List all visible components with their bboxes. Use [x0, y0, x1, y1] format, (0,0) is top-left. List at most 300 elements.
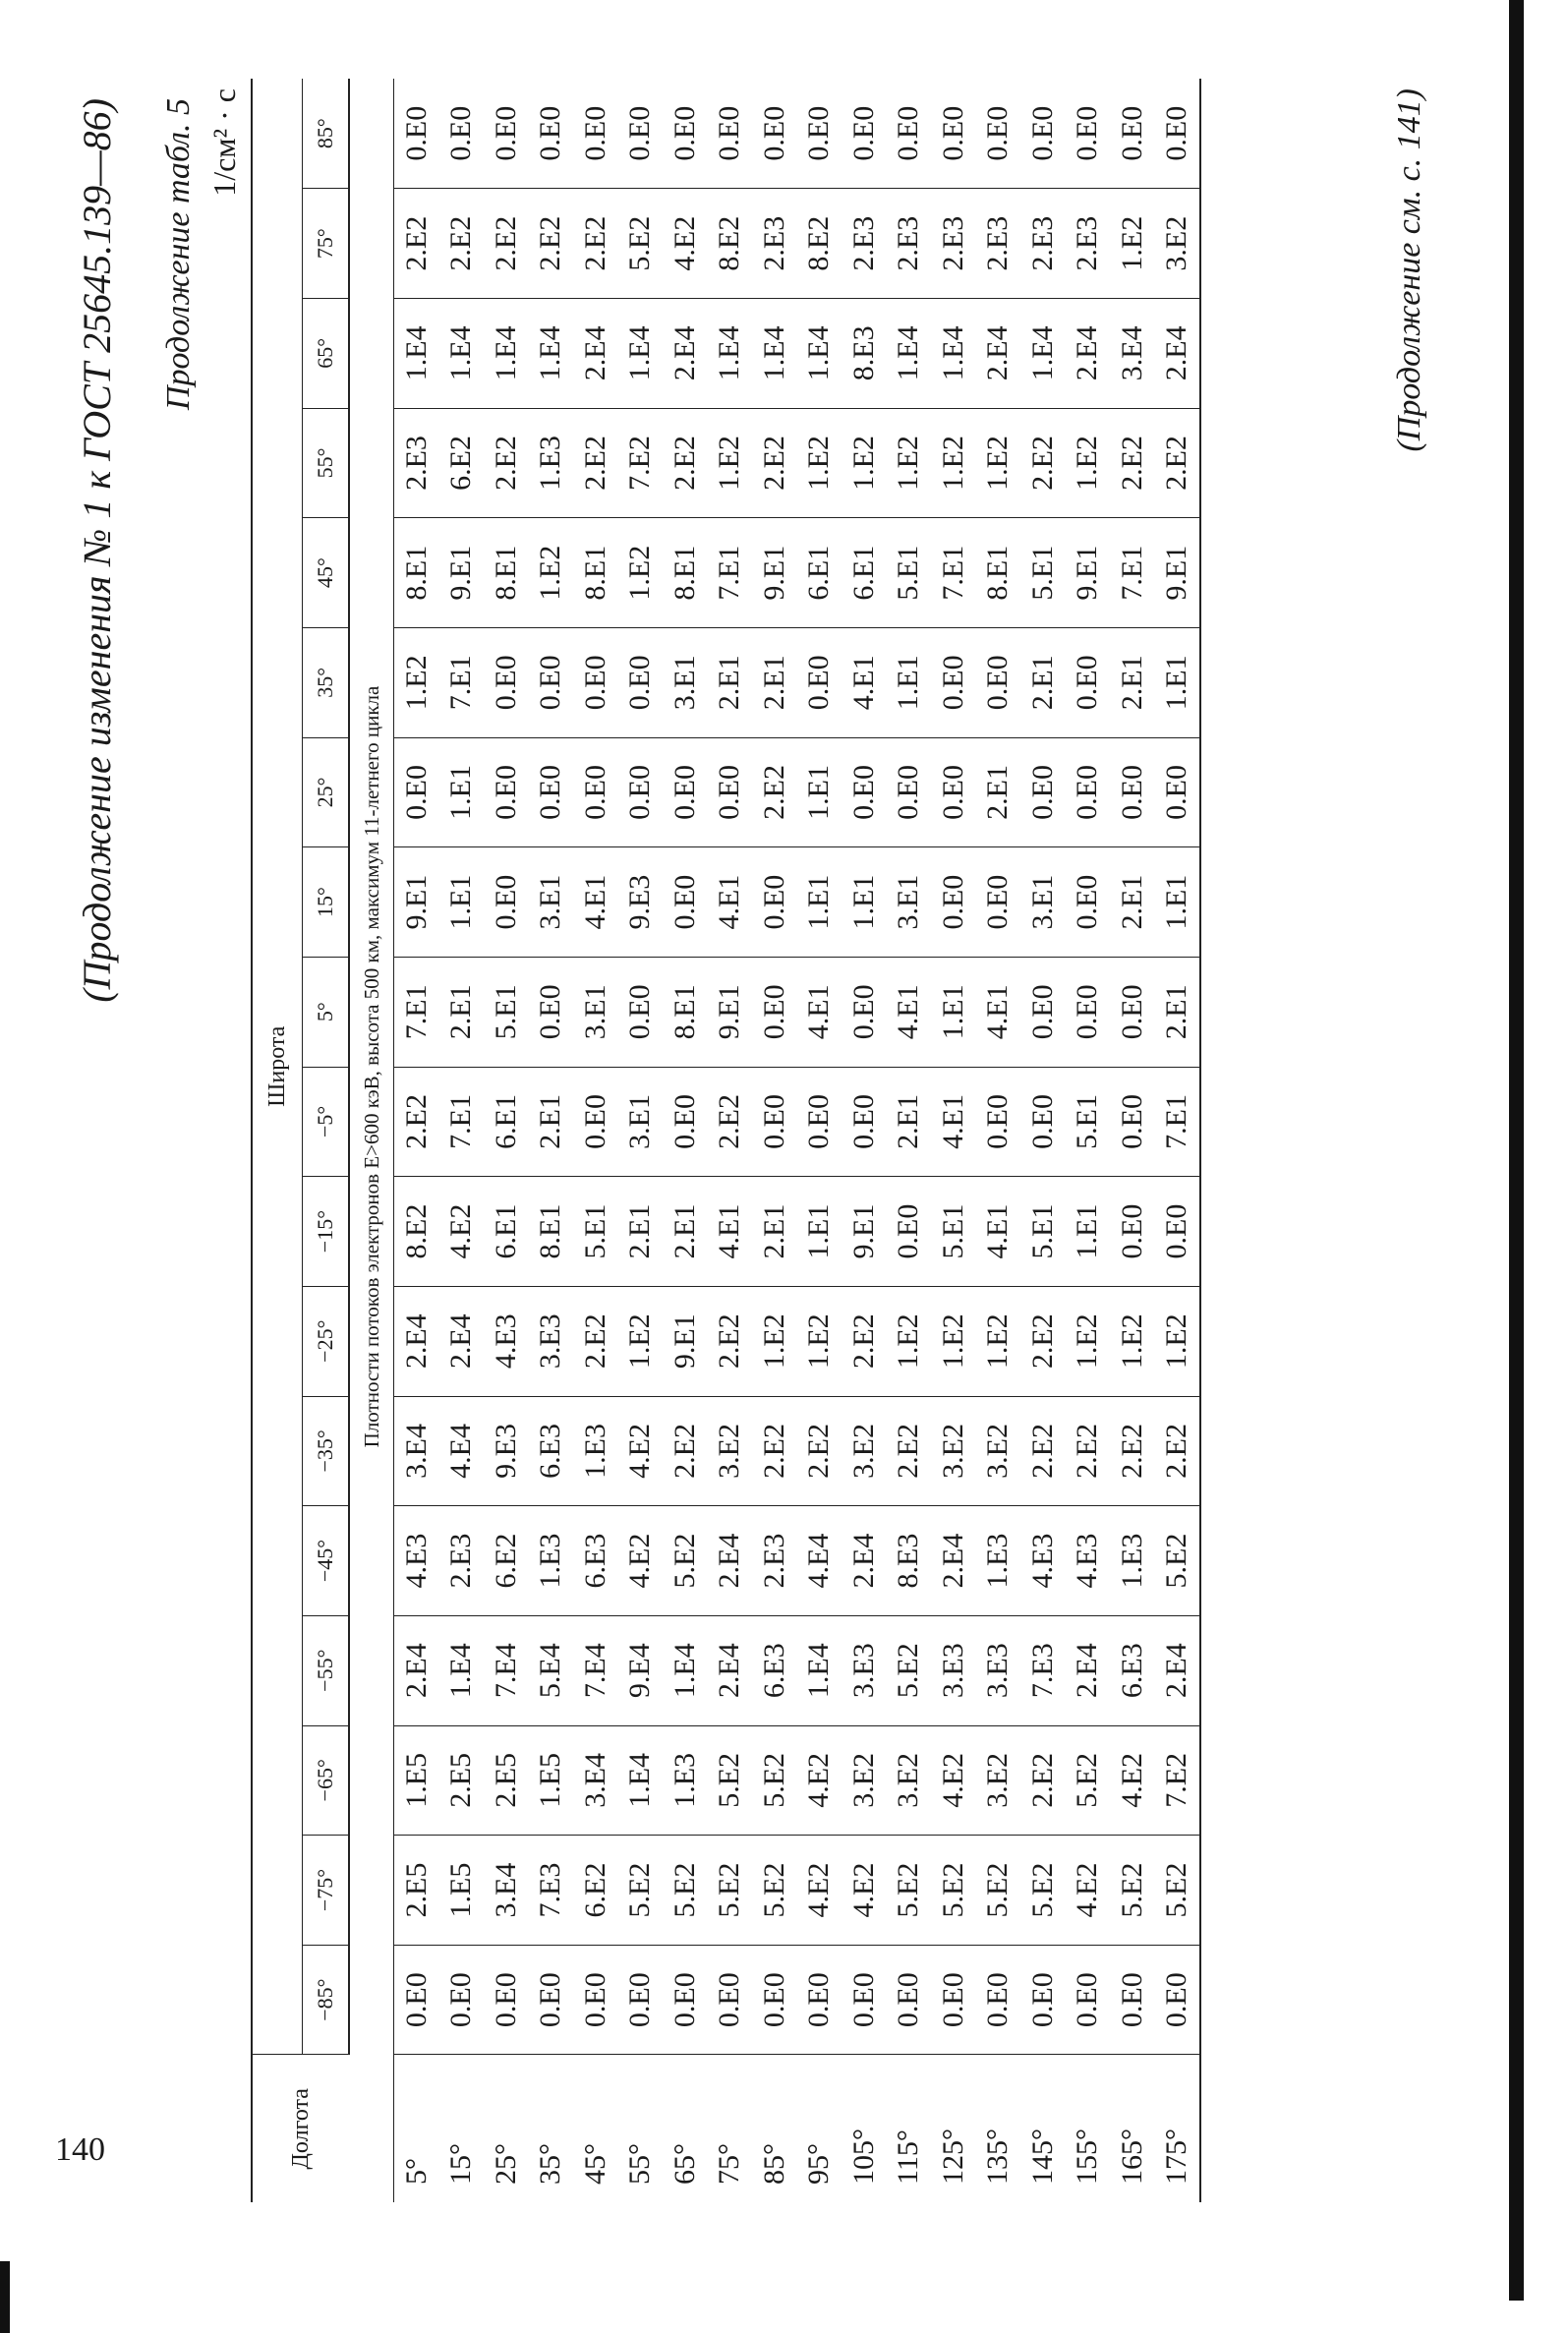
value-cell: 0.E0	[842, 1945, 887, 2055]
value-cell: 1.E2	[752, 1286, 797, 1396]
value-cell: 0.E0	[529, 79, 574, 189]
table-row	[1155, 79, 1201, 2202]
value-cell: 2.E3	[976, 189, 1021, 299]
value-cell: 8.E3	[887, 1506, 932, 1616]
longitude-cell: 45°	[573, 2055, 618, 2202]
value-cell: 6.E3	[1110, 1615, 1155, 1725]
value-cell: 1.E3	[663, 1725, 708, 1836]
longitude-cell: 55°	[618, 2055, 664, 2202]
latitude-header-cell: −65°	[303, 1725, 350, 1836]
value-cell: 4.E2	[797, 1836, 842, 1946]
value-cell: 2.E2	[1020, 408, 1066, 518]
longitude-cell: 5°	[394, 2055, 439, 2202]
value-cell: 7.E1	[394, 957, 439, 1067]
value-cell: 2.E4	[663, 299, 708, 409]
table-row	[887, 79, 932, 2202]
value-cell: 9.E1	[842, 1177, 887, 1287]
latitude-header-cell: 25°	[303, 737, 350, 847]
value-cell: 3.E2	[1155, 189, 1201, 299]
value-cell: 2.E4	[1066, 299, 1111, 409]
value-cell: 1.E2	[976, 1286, 1021, 1396]
value-cell: 1.E1	[1066, 1177, 1111, 1287]
value-cell: 2.E2	[1020, 1286, 1066, 1396]
value-cell: 1.E2	[394, 627, 439, 737]
value-cell: 2.E4	[439, 1286, 485, 1396]
value-cell: 2.E2	[529, 189, 574, 299]
value-cell: 5.E2	[1155, 1836, 1201, 1946]
value-cell: 0.E0	[708, 79, 753, 189]
latitude-header-cell: 55°	[303, 408, 350, 518]
value-cell: 0.E0	[484, 627, 529, 737]
value-cell: 6.E1	[484, 1067, 529, 1177]
value-cell: 6.E1	[797, 518, 842, 628]
value-cell: 1.E2	[1110, 1286, 1155, 1396]
value-cell: 4.E2	[1110, 1725, 1155, 1836]
value-cell: 3.E3	[842, 1615, 887, 1725]
value-cell: 2.E3	[1020, 189, 1066, 299]
value-cell: 2.E4	[573, 299, 618, 409]
value-cell: 3.E2	[931, 1396, 976, 1506]
value-cell: 1.E2	[797, 1286, 842, 1396]
value-cell: 2.E2	[394, 189, 439, 299]
page-number: 140	[55, 2131, 105, 2168]
value-cell: 0.E0	[394, 79, 439, 189]
value-cell: 7.E1	[439, 1067, 485, 1177]
value-cell: 2.E2	[1110, 408, 1155, 518]
table-row	[529, 79, 574, 2202]
value-cell: 2.E2	[1020, 1725, 1066, 1836]
value-cell: 0.E0	[394, 737, 439, 847]
value-cell: 0.E0	[931, 737, 976, 847]
value-cell: 3.E2	[708, 1396, 753, 1506]
longitude-cell: 95°	[797, 2055, 842, 2202]
table-row	[752, 79, 797, 2202]
value-cell: 0.E0	[976, 1945, 1021, 2055]
value-cell: 2.E3	[842, 189, 887, 299]
value-cell: 2.E1	[752, 627, 797, 737]
latitude-header-cell: 15°	[303, 847, 350, 958]
table-row	[1066, 79, 1111, 2202]
value-cell: 4.E1	[976, 957, 1021, 1067]
value-cell: 1.E4	[529, 299, 574, 409]
value-cell: 4.E3	[1066, 1506, 1111, 1616]
value-cell: 7.E1	[708, 518, 753, 628]
value-cell: 2.E2	[797, 1396, 842, 1506]
table-row	[842, 79, 887, 2202]
value-cell: 2.E2	[752, 737, 797, 847]
value-cell: 2.E1	[1020, 627, 1066, 737]
value-cell: 3.E2	[976, 1725, 1021, 1836]
value-cell: 0.E0	[1020, 79, 1066, 189]
value-cell: 2.E2	[752, 408, 797, 518]
value-cell: 1.E4	[484, 299, 529, 409]
value-cell: 2.E1	[976, 737, 1021, 847]
value-cell: 0.E0	[1066, 957, 1111, 1067]
value-cell: 0.E0	[618, 737, 664, 847]
value-cell: 9.E1	[663, 1286, 708, 1396]
value-cell: 6.E3	[752, 1615, 797, 1725]
longitude-cell: 25°	[484, 2055, 529, 2202]
value-cell: 0.E0	[1110, 737, 1155, 847]
value-cell: 0.E0	[842, 957, 887, 1067]
value-cell: 8.E2	[394, 1177, 439, 1287]
value-cell: 5.E4	[529, 1615, 574, 1725]
value-cell: 0.E0	[529, 1945, 574, 2055]
value-cell: 2.E2	[484, 189, 529, 299]
longitude-cell: 135°	[976, 2055, 1021, 2202]
value-cell: 0.E0	[976, 847, 1021, 958]
value-cell: 4.E3	[484, 1286, 529, 1396]
value-cell: 2.E4	[976, 299, 1021, 409]
value-cell: 0.E0	[1020, 1945, 1066, 2055]
value-cell: 2.E1	[752, 1177, 797, 1287]
value-cell: 0.E0	[752, 79, 797, 189]
value-cell: 0.E0	[573, 1945, 618, 2055]
value-cell: 1.E2	[887, 408, 932, 518]
value-cell: 5.E2	[752, 1725, 797, 1836]
value-cell: 1.E4	[931, 299, 976, 409]
value-cell: 0.E0	[752, 1945, 797, 2055]
value-cell: 3.E1	[663, 627, 708, 737]
table-continuation-label: Продолжение табл. 5	[160, 98, 197, 411]
value-cell: 2.E4	[931, 1506, 976, 1616]
latitude-header-cell: 85°	[303, 79, 350, 189]
value-cell: 1.E3	[573, 1396, 618, 1506]
value-cell: 0.E0	[797, 79, 842, 189]
longitude-cell: 165°	[1110, 2055, 1155, 2202]
value-cell: 2.E4	[394, 1286, 439, 1396]
value-cell: 0.E0	[1110, 79, 1155, 189]
value-cell: 5.E2	[708, 1836, 753, 1946]
value-cell: 3.E4	[394, 1396, 439, 1506]
latitude-header-cell: −85°	[303, 1945, 350, 2055]
table-row	[439, 79, 485, 2202]
value-cell: 0.E0	[618, 627, 664, 737]
latitude-group-header: Широта	[252, 79, 303, 2055]
value-cell: 0.E0	[1020, 737, 1066, 847]
value-cell: 1.E1	[797, 847, 842, 958]
value-cell: 1.E2	[1066, 408, 1111, 518]
value-cell: 1.E2	[842, 408, 887, 518]
value-cell: 4.E4	[439, 1396, 485, 1506]
value-cell: 4.E1	[708, 847, 753, 958]
value-cell: 7.E1	[1110, 518, 1155, 628]
rotated-table-block	[74, 0, 1499, 2212]
document-header: (Продолжение изменения № 1 к ГОСТ 25645.139—86)	[75, 98, 119, 1003]
value-cell: 2.E2	[1020, 1396, 1066, 1506]
value-cell: 7.E2	[1155, 1725, 1201, 1836]
value-cell: 2.E2	[708, 1286, 753, 1396]
value-cell: 0.E0	[1020, 957, 1066, 1067]
value-cell: 8.E1	[484, 518, 529, 628]
longitude-cell: 75°	[708, 2055, 753, 2202]
value-cell: 2.E4	[842, 1506, 887, 1616]
value-cell: 7.E1	[439, 627, 485, 737]
value-cell: 9.E1	[752, 518, 797, 628]
value-cell: 1.E4	[618, 299, 664, 409]
value-cell: 2.E1	[618, 1177, 664, 1287]
value-cell: 9.E3	[484, 1396, 529, 1506]
value-cell: 5.E1	[931, 1177, 976, 1287]
value-cell: 1.E2	[618, 1286, 664, 1396]
value-cell: 1.E3	[529, 408, 574, 518]
value-cell: 1.E1	[1155, 847, 1201, 958]
value-cell: 2.E5	[394, 1836, 439, 1946]
value-cell: 1.E4	[752, 299, 797, 409]
table-row	[797, 79, 842, 2202]
value-cell: 8.E2	[797, 189, 842, 299]
value-cell: 1.E4	[797, 1615, 842, 1725]
table-row	[663, 79, 708, 2202]
value-cell: 2.E3	[931, 189, 976, 299]
latitude-header-cell: −25°	[303, 1286, 350, 1396]
unit-label: 1/см² · с	[206, 88, 242, 197]
value-cell: 0.E0	[529, 957, 574, 1067]
value-cell: 9.E1	[1155, 518, 1201, 628]
value-cell: 2.E2	[439, 189, 485, 299]
longitude-cell: 115°	[887, 2055, 932, 2202]
longitude-cell: 155°	[1066, 2055, 1111, 2202]
value-cell: 5.E1	[484, 957, 529, 1067]
value-cell: 5.E2	[931, 1836, 976, 1946]
value-cell: 6.E2	[484, 1506, 529, 1616]
value-cell: 1.E1	[1155, 627, 1201, 737]
value-cell: 1.E5	[394, 1725, 439, 1836]
value-cell: 2.E3	[887, 189, 932, 299]
longitude-cell: 125°	[931, 2055, 976, 2202]
value-cell: 2.E2	[663, 408, 708, 518]
table-row	[394, 79, 439, 2202]
scan-mark	[0, 2261, 10, 2333]
value-cell: 1.E1	[842, 847, 887, 958]
value-cell: 8.E1	[976, 518, 1021, 628]
value-cell: 1.E2	[1110, 189, 1155, 299]
table-row	[618, 79, 664, 2202]
value-cell: 2.E2	[708, 1067, 753, 1177]
value-cell: 2.E2	[573, 189, 618, 299]
value-cell: 8.E1	[663, 957, 708, 1067]
value-cell: 7.E1	[931, 518, 976, 628]
value-cell: 0.E0	[931, 1945, 976, 2055]
value-cell: 2.E1	[529, 1067, 574, 1177]
value-cell: 1.E4	[708, 299, 753, 409]
value-cell: 0.E0	[1066, 847, 1111, 958]
value-cell: 0.E0	[931, 627, 976, 737]
value-cell: 2.E3	[752, 1506, 797, 1616]
value-cell: 2.E1	[887, 1067, 932, 1177]
value-cell: 0.E0	[752, 1067, 797, 1177]
value-cell: 2.E2	[484, 408, 529, 518]
value-cell: 7.E4	[484, 1615, 529, 1725]
value-cell: 7.E3	[1020, 1615, 1066, 1725]
value-cell: 9.E1	[708, 957, 753, 1067]
value-cell: 3.E2	[842, 1396, 887, 1506]
value-cell: 1.E3	[529, 1506, 574, 1616]
value-cell: 0.E0	[1110, 1067, 1155, 1177]
value-cell: 0.E0	[1110, 1177, 1155, 1287]
value-cell: 5.E2	[663, 1836, 708, 1946]
value-cell: 2.E4	[708, 1615, 753, 1725]
value-cell: 1.E1	[439, 737, 485, 847]
value-cell: 0.E0	[439, 79, 485, 189]
value-cell: 3.E1	[529, 847, 574, 958]
latitude-header-cell: −15°	[303, 1177, 350, 1287]
value-cell: 2.E3	[439, 1506, 485, 1616]
value-cell: 2.E4	[1155, 299, 1201, 409]
value-cell: 5.E1	[887, 518, 932, 628]
value-cell: 1.E4	[797, 299, 842, 409]
value-cell: 0.E0	[752, 847, 797, 958]
value-cell: 1.E3	[976, 1506, 1021, 1616]
value-cell: 1.E1	[439, 847, 485, 958]
value-cell: 0.E0	[573, 79, 618, 189]
value-cell: 1.E2	[797, 408, 842, 518]
value-cell: 5.E1	[573, 1177, 618, 1287]
latitude-header-cell: −45°	[303, 1506, 350, 1616]
table-row	[484, 79, 529, 2202]
longitude-cell: 105°	[842, 2055, 887, 2202]
value-cell: 2.E2	[1110, 1396, 1155, 1506]
value-cell: 0.E0	[394, 1945, 439, 2055]
table-row	[1020, 79, 1066, 2202]
table-row	[976, 79, 1021, 2202]
value-cell: 3.E4	[484, 1836, 529, 1946]
value-cell: 1.E4	[663, 1615, 708, 1725]
value-cell: 1.E4	[618, 1725, 664, 1836]
value-cell: 1.E4	[394, 299, 439, 409]
latitude-header-cell: −35°	[303, 1396, 350, 1506]
value-cell: 1.E2	[529, 518, 574, 628]
value-cell: 1.E5	[529, 1725, 574, 1836]
value-cell: 0.E0	[663, 79, 708, 189]
value-cell: 0.E0	[931, 847, 976, 958]
value-cell: 0.E0	[797, 627, 842, 737]
value-cell: 2.E2	[752, 1396, 797, 1506]
value-cell: 5.E2	[1066, 1725, 1111, 1836]
value-cell: 1.E2	[931, 1286, 976, 1396]
value-cell: 6.E1	[842, 518, 887, 628]
value-cell: 1.E3	[1110, 1506, 1155, 1616]
value-cell: 1.E2	[1155, 1286, 1201, 1396]
latitude-header-cell: −75°	[303, 1836, 350, 1946]
value-cell: 5.E1	[1020, 518, 1066, 628]
value-cell: 0.E0	[618, 79, 664, 189]
value-cell: 2.E1	[439, 957, 485, 1067]
value-cell: 0.E0	[1155, 1945, 1201, 2055]
table-row	[931, 79, 976, 2202]
value-cell: 0.E0	[529, 627, 574, 737]
value-cell: 1.E2	[887, 1286, 932, 1396]
value-cell: 0.E0	[663, 1067, 708, 1177]
value-cell: 4.E2	[797, 1725, 842, 1836]
value-cell: 0.E0	[573, 627, 618, 737]
table-body	[349, 79, 1200, 2202]
value-cell: 5.E2	[618, 189, 664, 299]
value-cell: 2.E2	[394, 1067, 439, 1177]
value-cell: 2.E4	[394, 1615, 439, 1725]
value-cell: 2.E3	[752, 189, 797, 299]
value-cell: 4.E3	[394, 1506, 439, 1616]
value-cell: 0.E0	[752, 957, 797, 1067]
value-cell: 0.E0	[708, 737, 753, 847]
value-cell: 0.E0	[1155, 737, 1201, 847]
value-cell: 8.E1	[573, 518, 618, 628]
value-cell: 0.E0	[618, 957, 664, 1067]
value-cell: 0.E0	[931, 79, 976, 189]
table-row	[573, 79, 618, 2202]
value-cell: 1.E4	[1020, 299, 1066, 409]
value-cell: 0.E0	[887, 79, 932, 189]
latitude-header-cell: 45°	[303, 518, 350, 628]
value-cell: 2.E2	[1155, 1396, 1201, 1506]
value-cell: 6.E3	[573, 1506, 618, 1616]
value-cell: 0.E0	[1110, 1945, 1155, 2055]
value-cell: 7.E4	[573, 1615, 618, 1725]
value-cell: 0.E0	[1155, 1177, 1201, 1287]
value-cell: 3.E1	[573, 957, 618, 1067]
value-cell: 5.E1	[1066, 1067, 1111, 1177]
value-cell: 1.E2	[976, 408, 1021, 518]
value-cell: 4.E2	[1066, 1836, 1111, 1946]
latitude-header-cell: −55°	[303, 1615, 350, 1725]
value-cell: 0.E0	[663, 737, 708, 847]
value-cell: 2.E1	[1155, 957, 1201, 1067]
table-row	[708, 79, 753, 2202]
latitude-header-cell: −5°	[303, 1067, 350, 1177]
value-cell: 2.E4	[1155, 1615, 1201, 1725]
value-cell: 1.E2	[931, 408, 976, 518]
value-cell: 4.E1	[931, 1067, 976, 1177]
value-cell: 6.E2	[573, 1836, 618, 1946]
value-cell: 0.E0	[1066, 737, 1111, 847]
value-cell: 4.E1	[573, 847, 618, 958]
value-cell: 0.E0	[1066, 79, 1111, 189]
value-cell: 3.E3	[976, 1615, 1021, 1725]
section-caption: Плотности потоков электронов E>600 кэВ, высота 500 км, максимум 11-летнего цикла	[349, 79, 394, 2055]
value-cell: 0.E0	[976, 79, 1021, 189]
value-cell: 2.E2	[1155, 408, 1201, 518]
value-cell: 0.E0	[573, 1067, 618, 1177]
value-cell: 0.E0	[1020, 1067, 1066, 1177]
continuation-note: (Продолжение см. с. 141)	[1391, 88, 1427, 452]
value-cell: 6.E3	[529, 1396, 574, 1506]
value-cell: 0.E0	[976, 627, 1021, 737]
value-cell: 1.E4	[887, 299, 932, 409]
value-cell: 0.E0	[797, 1067, 842, 1177]
value-cell: 0.E0	[797, 1945, 842, 2055]
value-cell: 5.E2	[1020, 1836, 1066, 1946]
value-cell: 2.E1	[1110, 627, 1155, 737]
value-cell: 2.E5	[484, 1725, 529, 1836]
value-cell: 4.E3	[1020, 1506, 1066, 1616]
value-cell: 8.E3	[842, 299, 887, 409]
value-cell: 1.E2	[618, 518, 664, 628]
value-cell: 4.E1	[887, 957, 932, 1067]
latitude-header-row	[303, 79, 350, 2202]
value-cell: 0.E0	[529, 737, 574, 847]
value-cell: 4.E2	[439, 1177, 485, 1287]
value-cell: 8.E1	[529, 1177, 574, 1287]
value-cell: 0.E0	[887, 1945, 932, 2055]
longitude-cell: 35°	[529, 2055, 574, 2202]
value-cell: 5.E2	[1110, 1836, 1155, 1946]
value-cell: 5.E2	[976, 1836, 1021, 1946]
value-cell: 9.E1	[1066, 518, 1111, 628]
value-cell: 3.E3	[931, 1615, 976, 1725]
value-cell: 1.E2	[708, 408, 753, 518]
value-cell: 8.E2	[708, 189, 753, 299]
value-cell: 4.E1	[797, 957, 842, 1067]
